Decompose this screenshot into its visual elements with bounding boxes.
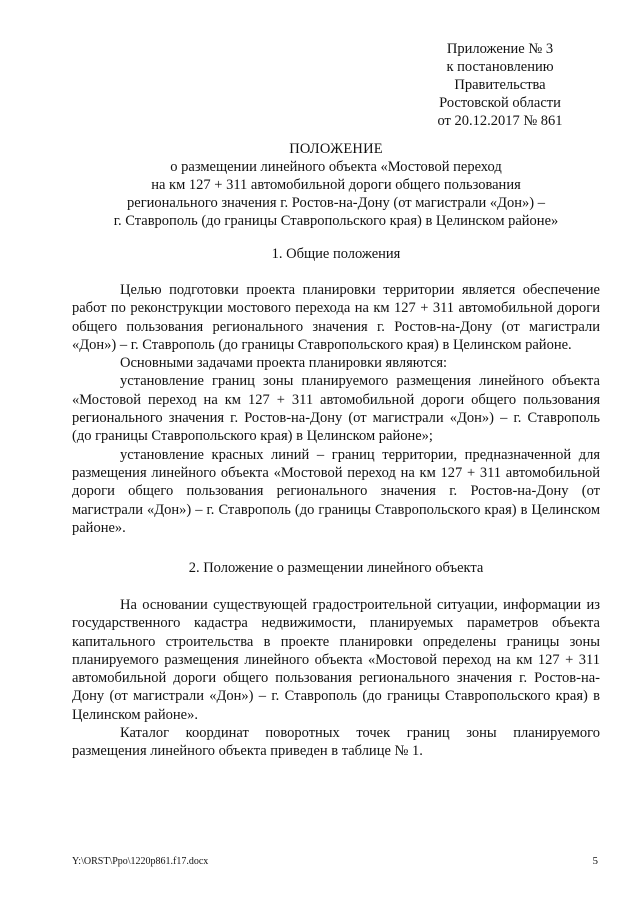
paragraph: Основными задачами проекта планировки являются: [120, 355, 448, 372]
title-heading: ПОЛОЖЕНИЕ [289, 141, 383, 157]
appendix-header [400, 40, 600, 130]
paragraph: установление красных линий – границ территории, предназначенной для размещения линейного объекта «Мостовой переход на км 127 + 311 автомобильной дороги общего пользования регионального значения г. Ростов-на-Дону (от магистрали «Дон») – г. Ставрополь (до границы Ставропольского края) в Целинском районе». [72, 446, 600, 536]
document-title [72, 140, 600, 230]
appendix-line: от 20.12.2017 № 861 [437, 113, 563, 129]
appendix-line: Приложение № 3 [446, 41, 554, 57]
title-line: о размещении линейного объекта «Мостовой переход [170, 159, 502, 175]
page-number: 5 [592, 855, 598, 867]
section-2-body [72, 596, 600, 761]
section-1-body [72, 281, 600, 537]
title-line: г. Ставрополь (до границы Ставропольского края) в Целинском районе» [113, 213, 559, 229]
paragraph: На основании существующей градостроительной ситуации, информации из государственного кадастра недвижимости, планируемых параметров объекта капитального строительства в проекте планировки определены границы зоны планируемого размещения линейного объекта «Мостовой переход на км 127 + 311 автомобильной дороги общего пользования регионального значения г. Ростов-на-Дону (от магистрали «Дон») – г. Ставрополь (до границы Ставропольского края) в Целинском районе». [72, 597, 600, 723]
appendix-line: к постановлению [446, 59, 554, 75]
title-line: на км 127 + 311 автомобильной дороги общего пользования [151, 177, 521, 193]
section-2-heading: 2. Положение о размещении линейного объекта [188, 560, 484, 576]
paragraph: установление границ зоны планируемого размещения линейного объекта «Мостовой переход на км 127 + 311 автомобильной дороги общего пользования регионального значения г. Ростов-на-Дону (от магистрали «Дон») – г. Ставрополь (до границы Ставропольского края) в Целинском районе»; [72, 373, 600, 445]
section-1-heading: 1. Общие положения [271, 246, 401, 262]
appendix-line: Правительства [454, 77, 546, 93]
file-path: Y:\ORST\Ppo\1220p861.f17.docx [72, 856, 209, 867]
appendix-line: Ростовской области [439, 95, 561, 111]
title-line: регионального значения г. Ростов-на-Дону (от магистрали «Дон») – [127, 195, 545, 211]
paragraph: Каталог координат поворотных точек границ зоны планируемого размещения линейного объекта приведен в таблице № 1. [72, 725, 600, 760]
paragraph: Целью подготовки проекта планировки территории является обеспечение работ по реконструкции мостового перехода на км 127 + 311 автомобильной дороги общего пользования регионального значения г. Ростов-на-Дону (от магистрали «Дон») – г. Ставрополь (до границы Ставропольского края) в Целинском районе. [72, 282, 600, 353]
